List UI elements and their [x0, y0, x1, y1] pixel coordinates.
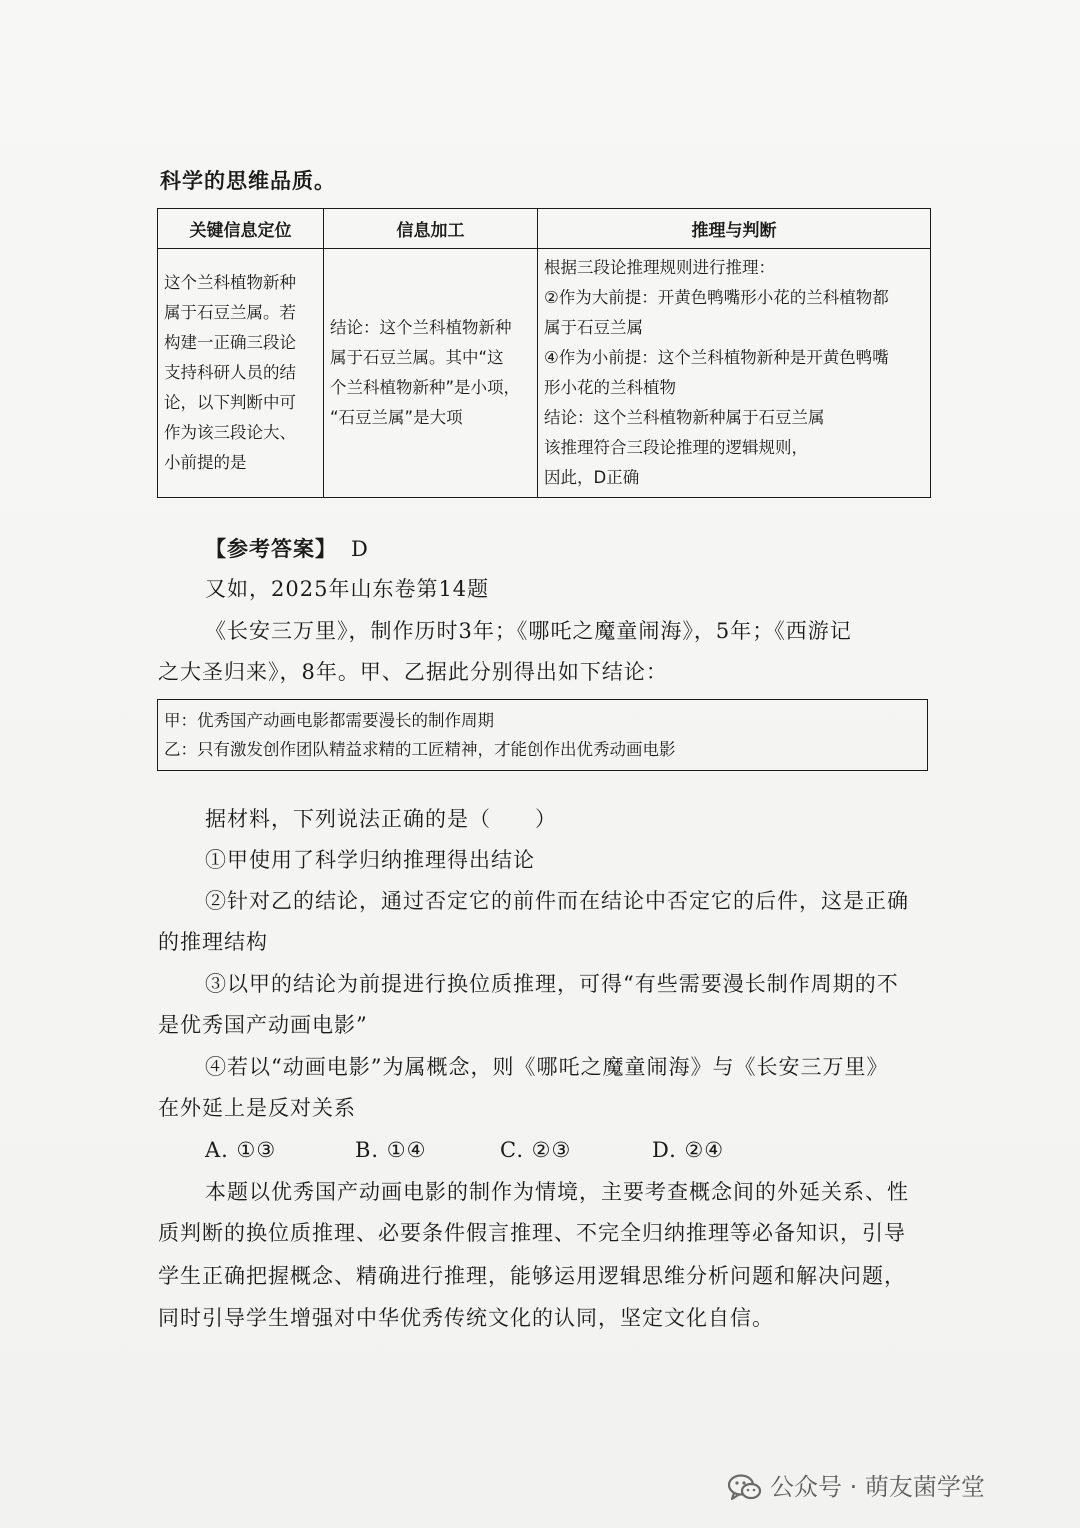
- item-3-cont: 是优秀国产动画电影”: [158, 1013, 368, 1037]
- item-4: ④若以“动画电影”为属概念，则《哪吒之魔童闹海》与《长安三万里》: [205, 1055, 889, 1079]
- cell-line: 形小花的兰科植物: [544, 378, 676, 397]
- table-row: [158, 249, 931, 498]
- cell-reasoning: [538, 249, 931, 498]
- answer-label: 【参考答案】: [205, 536, 337, 561]
- cell-line: 结论：这个兰科植物新种属于石豆兰属: [544, 408, 825, 427]
- cell-line: 根据三段论推理规则进行推理：: [544, 258, 775, 277]
- reference-answer: [205, 534, 369, 564]
- header-reasoning: 推理与判断: [538, 209, 931, 249]
- cell-line: 小前提的是: [164, 453, 247, 472]
- analysis-line: 本题以优秀国产动画电影的制作为情境，主要考查概念间的外延关系、性: [205, 1180, 909, 1204]
- wechat-icon: [728, 1474, 762, 1502]
- analysis-table: [157, 208, 931, 498]
- answer-value: D: [351, 537, 369, 561]
- wechat-watermark: [728, 1467, 985, 1507]
- option-a: A. ①③: [205, 1138, 277, 1162]
- header-key-info: 关键信息定位: [158, 209, 324, 249]
- cell-processing: [324, 249, 538, 498]
- option-d: D. ②④: [652, 1138, 725, 1162]
- stem-line: 《长安三万里》，制作历时3年；《哪吒之魔童闹海》，5年；《西游记: [205, 619, 852, 643]
- cell-line: 因此，D正确: [544, 468, 640, 487]
- cell-line: “石豆兰属”是大项: [330, 408, 463, 427]
- item-3: ③以甲的结论为前提进行换位质推理，可得“有些需要漫长制作周期的不: [205, 972, 899, 996]
- cell-line: 该推理符合三段论推理的逻辑规则，: [544, 438, 808, 457]
- header-processing: 信息加工: [324, 209, 538, 249]
- cell-line: 属于石豆兰属: [544, 318, 643, 337]
- item-2: ②针对乙的结论，通过否定它的前件而在结论中否定它的后件，这是正确: [205, 889, 909, 913]
- analysis-line: 同时引导学生增强对中华优秀传统文化的认同，坚定文化自信。: [158, 1306, 774, 1330]
- question-stem: 据材料，下列说法正确的是（ ）: [205, 807, 557, 831]
- box-line-yi: 乙：只有激发创作团队精益求精的工匠精神，才能创作出优秀动画电影: [164, 740, 676, 759]
- cell-line: 这个兰科植物新种: [164, 273, 296, 292]
- example-title: 又如，2025年山东卷第14题: [205, 577, 490, 601]
- cell-line: 属于石豆兰属。若: [164, 303, 296, 322]
- cell-line: ④作为小前提：这个兰科植物新种是开黄色鸭嘴: [544, 348, 889, 367]
- conclusion-box: [157, 699, 928, 771]
- cell-line: 结论：这个兰科植物新种: [330, 318, 512, 337]
- cell-line: 个兰科植物新种”是小项，: [330, 378, 521, 397]
- analysis-line: 质判断的换位质推理、必要条件假言推理、不完全归纳推理等必备知识，引导: [158, 1221, 906, 1245]
- analysis-line: 学生正确把握概念、精确进行推理，能够运用逻辑思维分析问题和解决问题，: [158, 1264, 906, 1288]
- item-2-cont: 的推理结构: [158, 930, 268, 954]
- cell-line: 作为该三段论大、: [164, 423, 296, 442]
- option-b: B. ①④: [355, 1138, 427, 1162]
- item-1: ①甲使用了科学归纳推理得出结论: [205, 848, 535, 872]
- cell-line: 论，以下判断中可: [164, 393, 296, 412]
- cell-line: ②作为大前提：开黄色鸭嘴形小花的兰科植物都: [544, 288, 889, 307]
- cell-line: 支持科研人员的结: [164, 363, 296, 382]
- cell-key-info: [158, 249, 324, 498]
- intro-line: 科学的思维品质。: [160, 168, 336, 193]
- item-4-cont: 在外延上是反对关系: [158, 1096, 356, 1120]
- watermark-text: 公众号 · 萌友菌学堂: [770, 1473, 985, 1501]
- stem-line: 之大圣归来》，8年。甲、乙据此分别得出如下结论：: [158, 660, 668, 684]
- cell-line: 属于石豆兰属。其中“这: [330, 348, 504, 367]
- box-line-jia: 甲：优秀国产动画电影都需要漫长的制作周期: [164, 711, 494, 730]
- table-header-row: [158, 209, 931, 249]
- cell-line: 构建一正确三段论: [164, 333, 296, 352]
- option-c: C. ②③: [500, 1138, 572, 1162]
